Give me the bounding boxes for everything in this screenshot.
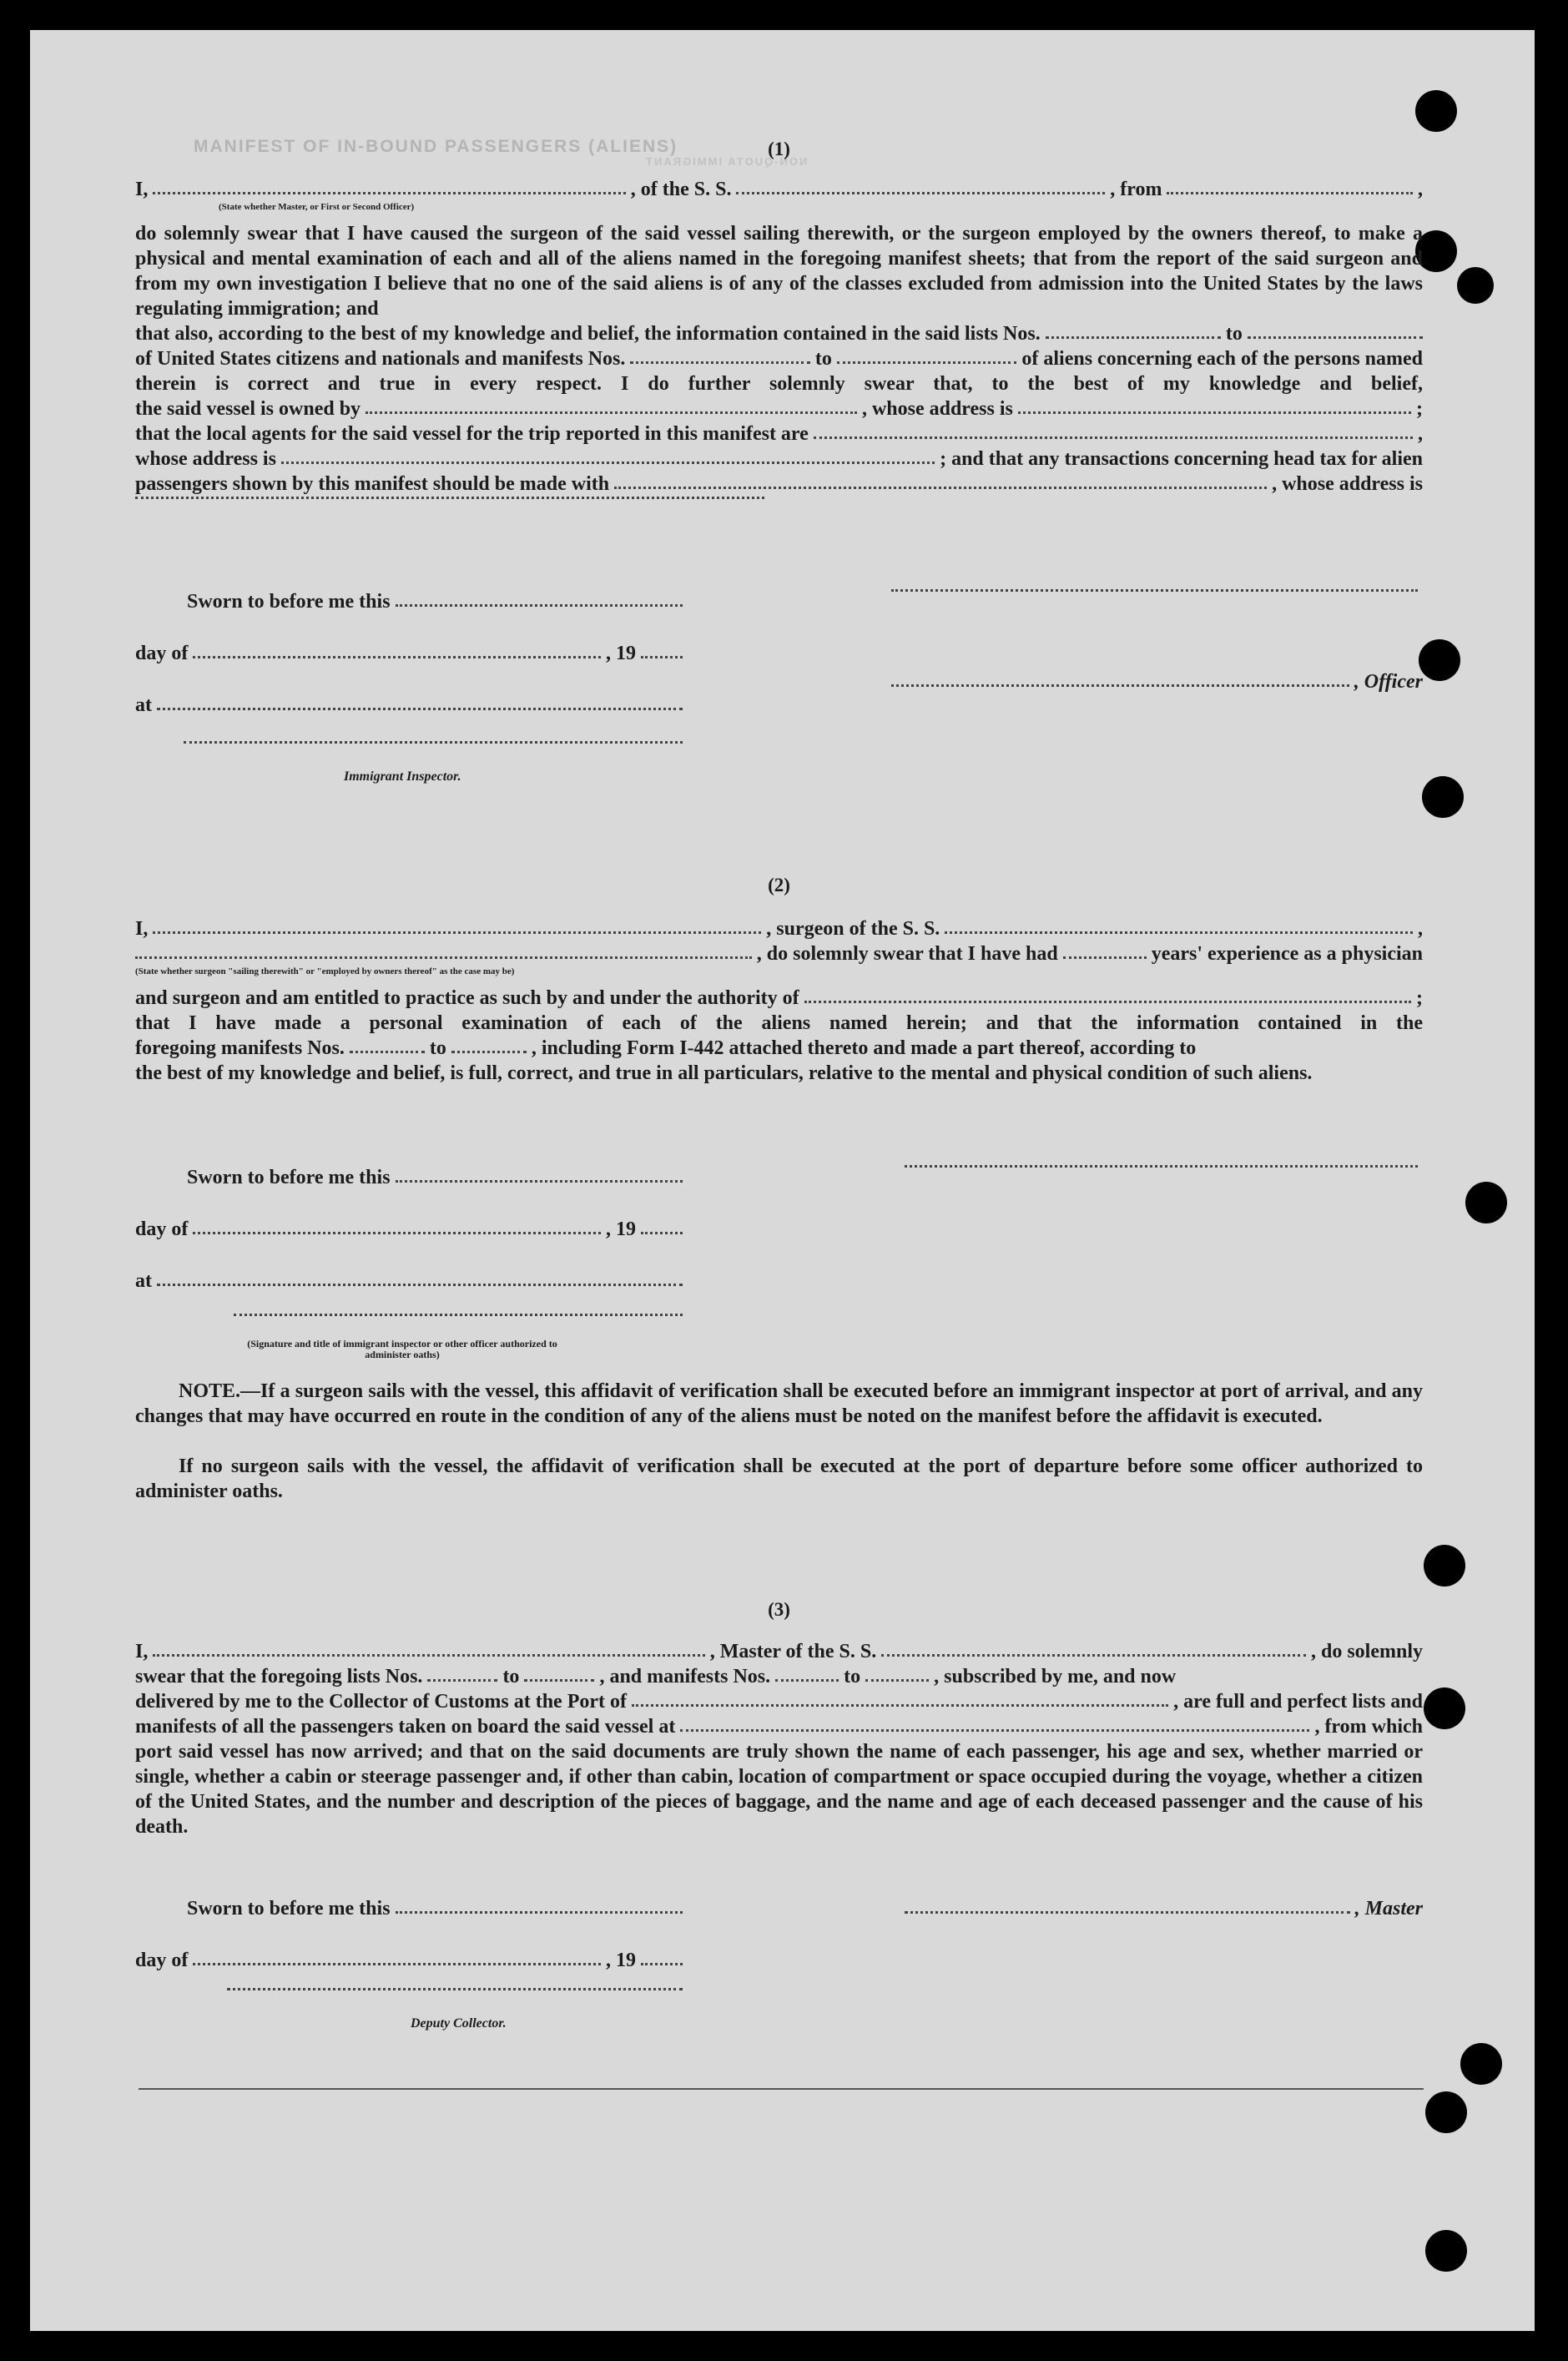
line-agents-address [135,446,1423,472]
text: of United States citizens and nationals and manifests Nos. [135,348,626,370]
blank-manifests-from[interactable] [350,1051,425,1053]
blank-manifests-from[interactable] [775,1679,839,1682]
line-officer [135,177,1423,202]
text: , whose address is [1272,473,1423,495]
blank-deputy-signature[interactable] [227,1988,683,1990]
line-surgeon [135,916,1423,941]
section-number: (3) [768,1599,790,1620]
master-sign-line [900,1896,1423,1921]
officer-caption: , Officer [1354,671,1423,693]
text: , [1418,423,1423,445]
text: years' experience as a physician [1151,943,1423,965]
blank-year[interactable] [641,656,683,658]
deputy-sign-line [222,1988,688,1998]
text: day of [135,1950,189,1971]
blank-master-name[interactable] [153,1654,704,1657]
blank-place[interactable] [157,1284,683,1286]
text: Sworn to before me this [187,591,391,613]
blank-sworn-date[interactable] [396,1180,683,1183]
blank-lists-to[interactable] [1248,336,1423,339]
text: , 19 [606,1950,636,1971]
blank-year[interactable] [641,1963,683,1965]
text: to [502,1666,520,1688]
line-manifests [135,346,1423,371]
blank-port[interactable] [632,1704,1168,1707]
line-experience [135,941,1423,966]
text: to [844,1666,861,1688]
surgeon-sign-line [900,1165,1423,1175]
blank-officer-signature[interactable] [891,589,1418,592]
signature-caption: (Signature and title of immigrant inspector or other officer authorized to administer oaths) [247,1338,557,1360]
text: , 19 [606,643,636,664]
sign-line [229,1314,688,1324]
text: , [1418,918,1423,940]
blank-manifests-to[interactable] [837,361,1016,364]
text: , whose address is [861,398,1013,420]
text: , Master of the S. S. [709,1641,877,1662]
inspector-caption: Immigrant Inspector. [344,769,461,784]
note-paragraph: NOTE.—If a surgeon sails with the vessel, this affidavit of verification shall be executed before an immigrant inspector at port of arrival, and any changes that may have occurred en route in the condition of any of the aliens must be noted on the manifest before the affidavit is executed. [135,1380,1423,1427]
blank-sworn-date[interactable] [396,604,683,607]
line-manifest-nos [135,1036,1423,1061]
text: day of [135,1218,189,1240]
blank-month[interactable] [193,1232,601,1234]
affidavit-master [135,1599,1423,2031]
text: I, [135,179,149,200]
text: , do solemnly [1310,1641,1423,1662]
day-line [135,1217,688,1242]
text: day of [135,643,189,664]
blank-surgeon-signature[interactable] [905,1165,1418,1168]
blank-from-port[interactable] [1167,192,1413,194]
sworn-line [187,1896,688,1921]
blank-lists-from[interactable] [1046,336,1221,339]
blank-head-tax-party[interactable] [614,487,1267,489]
blank-owner[interactable] [366,411,857,414]
line-head-tax-address [135,497,769,507]
punch-hole [1460,2043,1502,2085]
blank-master-signature[interactable] [905,1911,1350,1914]
blank-manifests-from[interactable] [630,361,809,364]
blank-vessel-name[interactable] [881,1654,1306,1657]
text: , surgeon of the S. S. [766,918,940,940]
punch-hole [1425,2230,1467,2272]
blank-authority[interactable] [804,1001,1411,1003]
text: to [429,1037,446,1059]
officer-sign-line-2 [886,669,1423,694]
blank-officer-title[interactable] [891,684,1349,687]
text: Sworn to before me this [187,1898,391,1920]
paragraph: do solemnly swear that I have caused the surgeon of the said vessel sailing therewith, or the surgeon employed by the owners thereof, to make a physical and mental examination of each and all of the aliens named in the foregoing manifest sheets; that from the report of the said surgeon and from my own investigation I believe that no one of the said aliens is of any of the classes excluded from admission into the United States by the laws regulating immigration; and [135,223,1423,320]
blank-vessel-name[interactable] [945,931,1413,934]
blank-month[interactable] [193,656,601,658]
header-ghost-text: MANIFEST OF IN-BOUND PASSENGERS (ALIENS) [194,137,678,156]
blank-inspector-signature[interactable] [184,741,683,744]
sworn-line [187,589,688,614]
blank-surgeon-name[interactable] [153,931,761,934]
text: , 19 [606,1218,636,1240]
text: of aliens concerning each of the persons named [1021,348,1424,370]
paragraph: that I have made a personal examination of each of the aliens named herein; and that the information contained in the [135,1012,1423,1034]
blank-lists-to[interactable] [524,1679,594,1682]
blank-surgeon-status[interactable] [135,956,752,959]
blank-agents-address[interactable] [281,462,935,464]
text: ; [1416,398,1423,420]
text: the said vessel is owned by [135,398,361,420]
text: , [1418,179,1423,200]
line-lists [135,321,1423,346]
blank-embark-port[interactable] [680,1729,1309,1732]
punch-hole [1457,267,1494,304]
paragraph: port said vessel has now arrived; and that on the said documents are truly shown the name of each passenger, his age and sex, whether married or single, whether a cabin or steerage passenger and, if other than cabin, location of compartment or space occupied during the voyage, whether a citizen of the United States, and the number and description of the pieces of baggage, and the name and age of each deceased passenger and the cause of his death. [135,1741,1423,1838]
text: delivered by me to the Collector of Customs at the Port of [135,1691,627,1713]
affidavit-master-officer [135,139,1424,784]
blank-month[interactable] [193,1963,601,1965]
punch-hole [1425,2091,1467,2133]
blank-head-tax-address[interactable] [135,497,764,499]
line-authority [135,986,1423,1011]
text: to [1225,323,1243,345]
deputy-caption: Deputy Collector. [411,2016,507,2031]
at-line [135,1269,688,1294]
text: , from [1110,179,1162,200]
text: at [135,694,152,716]
blank-vessel-name[interactable] [736,192,1105,194]
text: ; and that any transactions concerning head tax for alien [940,448,1423,470]
officer-sign-line-1 [886,589,1423,599]
day-line [135,641,688,666]
line-lists [135,1664,1423,1689]
text: , of the S. S. [630,179,732,200]
section-number: (2) [768,875,790,895]
punch-hole [1424,1545,1465,1587]
text: at [135,1270,152,1292]
text: swear that the foregoing lists Nos. [135,1666,423,1688]
blank-years[interactable] [1063,956,1147,959]
note-paragraph: If no surgeon sails with the vessel, the affidavit of verification shall be executed at the port of departure before some officer authorized to administer oaths. [135,1455,1423,1502]
officer-caption: (State whether Master, or First or Second Officer) [219,202,415,212]
sworn-line [187,1165,688,1190]
line-port [135,1689,1423,1714]
blank-inspector-signature[interactable] [234,1314,683,1316]
text: ; [1416,987,1423,1009]
blank-owner-address[interactable] [1018,411,1411,414]
blank-place[interactable] [157,708,683,710]
text: and surgeon and am entitled to practice as such by and under the authority of [135,987,799,1009]
line-head-tax [135,472,1423,497]
at-line [135,693,688,718]
header-ghost-mirror: NON-QUOTA IMMIGRANT [644,155,808,168]
text: that also, according to the best of my knowledge and belief, the information contained in the said lists Nos. [135,323,1041,345]
text: , are full and perfect lists and [1173,1691,1423,1713]
line-master [135,1639,1423,1664]
text: passengers shown by this manifest should be made with [135,473,610,495]
blank-year[interactable] [641,1232,683,1234]
punch-hole [1424,1688,1465,1729]
text: foregoing manifests Nos. [135,1037,345,1059]
punch-hole [1422,776,1464,818]
text: I, [135,1641,149,1662]
inspector-sign-line [179,741,688,751]
line-agents [135,421,1423,446]
section-number: (1) [768,139,790,159]
line-embark [135,1714,1423,1739]
paragraph: therein is correct and true in every respect. I do further solemnly swear that, to the best of my knowledge and belief, [135,373,1423,395]
text: that the local agents for the said vessel for the trip reported in this manifest are [135,423,809,445]
blank-manifests-to[interactable] [451,1051,527,1053]
blank-officer-name[interactable] [153,192,625,194]
text: , do solemnly swear that I have had [756,943,1058,965]
text: , from which [1314,1716,1423,1738]
master-caption: , Master [1354,1898,1423,1920]
text: , and manifests Nos. [599,1666,771,1688]
text: , subscribed by me, and now [934,1666,1177,1688]
text: manifests of all the passengers taken on board the said vessel at [135,1716,676,1738]
blank-lists-from[interactable] [427,1679,497,1682]
affidavit-surgeon [135,875,1423,1502]
surgeon-caption: (State whether surgeon "sailing therewith" or "employed by owners thereof" as the case may be) [135,966,515,976]
document-sheet [30,30,1535,2331]
blank-manifests-to[interactable] [865,1679,929,1682]
line-owner [135,396,1423,421]
punch-hole [1415,90,1457,132]
punch-hole [1419,639,1460,681]
blank-agents[interactable] [814,436,1413,439]
text: whose address is [135,448,276,470]
punch-hole [1465,1182,1507,1223]
paragraph: the best of my knowledge and belief, is full, correct, and true in all particulars, relative to the mental and physical condition of such aliens. [135,1062,1313,1084]
text: Sworn to before me this [187,1167,391,1188]
blank-sworn-date[interactable] [396,1911,683,1914]
text: I, [135,918,149,940]
day-line [135,1948,688,1973]
text: , including Form I-442 attached thereto and made a part thereof, according to [531,1037,1197,1059]
bottom-rule [139,2088,1424,2090]
text: to [814,348,832,370]
